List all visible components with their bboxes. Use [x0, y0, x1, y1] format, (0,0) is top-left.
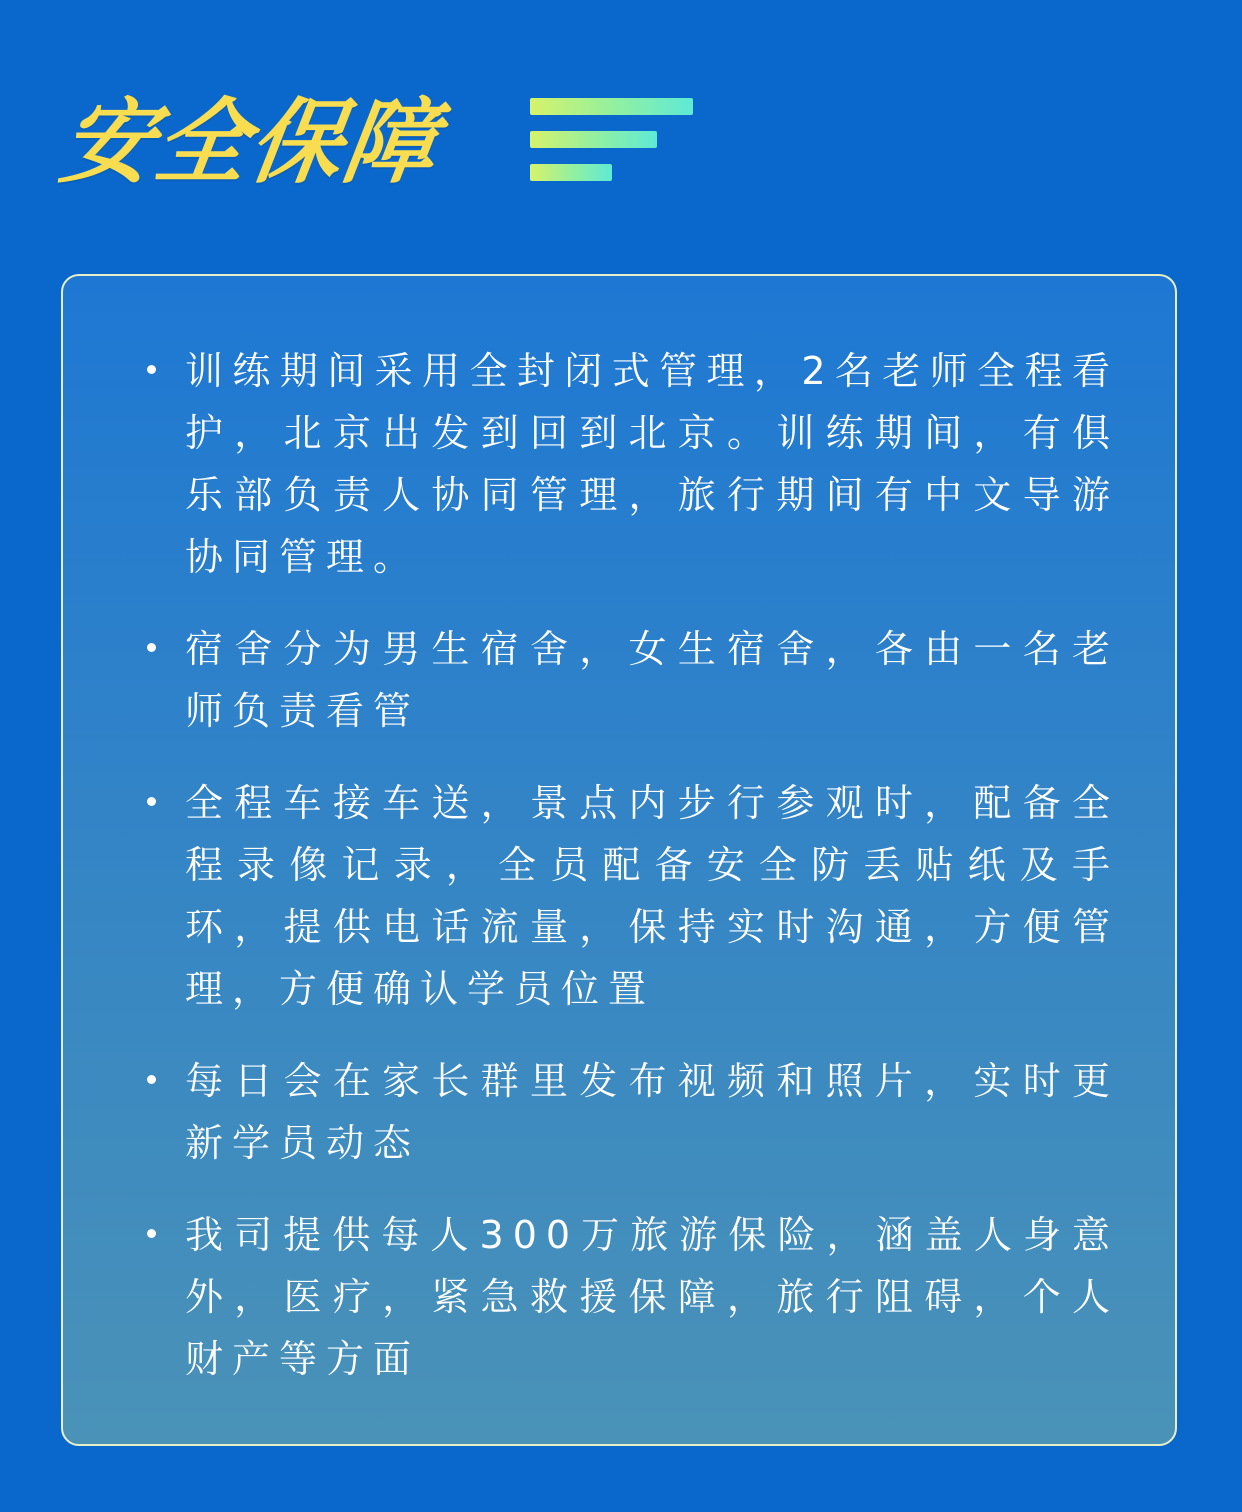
list-item	[147, 772, 1119, 1020]
page-title: 安全保障	[54, 89, 446, 196]
safety-list	[147, 340, 1119, 1420]
bullet-dot-icon	[147, 1229, 156, 1238]
decoration-bar	[530, 98, 693, 115]
bullet-dot-icon	[147, 643, 156, 652]
list-item	[147, 340, 1119, 588]
decoration-bar	[530, 131, 657, 148]
decoration-bar	[530, 164, 612, 181]
list-item-text: 全程车接车送，景点内步行参观时，配备全程录像记录，全员配备安全防丢贴纸及手环，提供电话流量，保持实时沟通，方便管理，方便确认学员位置	[185, 781, 1119, 1011]
header	[54, 88, 446, 198]
list-item-text: 宿舍分为男生宿舍，女生宿舍，各由一名老师负责看管	[185, 627, 1119, 733]
list-item-text: 我司提供每人300万旅游保险，涵盖人身意外，医疗，紧急救援保障，旅行阻碍，个人财产等方面	[185, 1213, 1119, 1381]
title-decoration-lines	[530, 98, 700, 188]
list-item-text: 每日会在家长群里发布视频和照片，实时更新学员动态	[185, 1059, 1119, 1165]
bullet-dot-icon	[147, 797, 156, 806]
bullet-dot-icon	[147, 365, 156, 374]
list-item	[147, 618, 1119, 742]
list-item	[147, 1204, 1119, 1390]
content-card	[61, 274, 1177, 1446]
bullet-dot-icon	[147, 1075, 156, 1084]
list-item	[147, 1050, 1119, 1174]
list-item-text: 训练期间采用全封闭式管理，2名老师全程看护，北京出发到回到北京。训练期间，有俱乐部负责人协同管理，旅行期间有中文导游协同管理。	[185, 349, 1119, 579]
